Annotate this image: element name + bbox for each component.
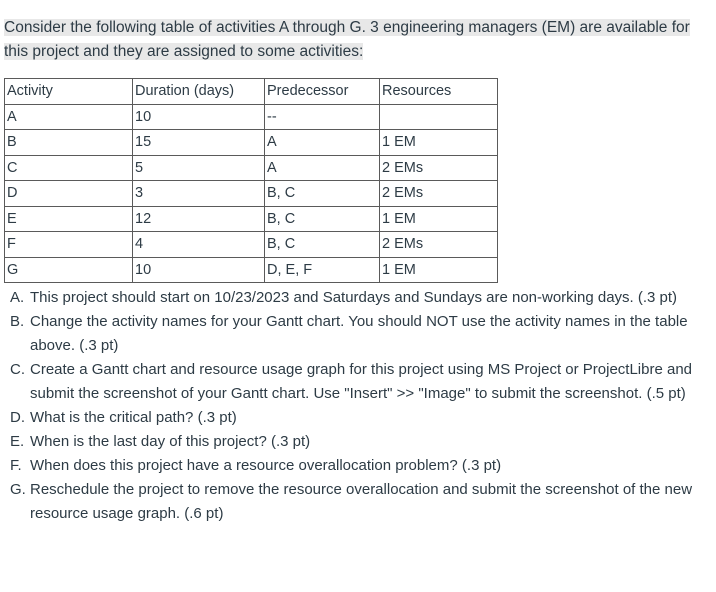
question-label: G.	[10, 481, 26, 498]
table-header-row	[5, 79, 498, 105]
question-item	[10, 286, 710, 310]
question-text: Change the activity names for your Gantt chart. You should NOT use the activity names in the table above. (.3 pt)	[30, 313, 688, 354]
cell-duration: 5	[133, 155, 265, 181]
cell-activity: F	[5, 232, 133, 258]
cell-activity: A	[5, 104, 133, 130]
cell-duration: 10	[133, 257, 265, 283]
cell-activity: D	[5, 181, 133, 207]
cell-predecessor: B, C	[265, 206, 380, 232]
cell-activity: E	[5, 206, 133, 232]
question-item	[10, 430, 710, 454]
cell-resources: 2 EMs	[380, 155, 498, 181]
cell-resources	[380, 104, 498, 130]
cell-duration: 3	[133, 181, 265, 207]
question-label: B.	[10, 313, 25, 330]
header-predecessor: Predecessor	[265, 79, 380, 105]
question-item	[10, 454, 710, 478]
table-row	[5, 257, 498, 283]
question-item	[10, 406, 710, 430]
header-duration: Duration (days)	[133, 79, 265, 105]
cell-predecessor: A	[265, 155, 380, 181]
cell-resources: 1 EM	[380, 130, 498, 156]
header-activity: Activity	[5, 79, 133, 105]
cell-predecessor: D, E, F	[265, 257, 380, 283]
question-text: When is the last day of this project? (.3 pt)	[30, 433, 311, 450]
cell-predecessor: B, C	[265, 232, 380, 258]
question-label: C.	[10, 361, 25, 378]
cell-resources: 1 EM	[380, 206, 498, 232]
cell-predecessor: --	[265, 104, 380, 130]
question-label: E.	[10, 433, 25, 450]
intro-text: Consider the following table of activities A through G. 3 engineering managers (EM) are available for this project and they are assigned to some activities:	[4, 19, 690, 60]
activities-table	[4, 78, 498, 283]
question-text: This project should start on 10/23/2023 and Saturdays and Sundays are non-working days. (.3 pt)	[30, 289, 678, 306]
cell-predecessor: A	[265, 130, 380, 156]
cell-duration: 10	[133, 104, 265, 130]
table-row	[5, 206, 498, 232]
question-text: Reschedule the project to remove the resource overallocation and submit the screenshot of the new resource usage graph. (.6 pt)	[30, 481, 693, 522]
table-row	[5, 181, 498, 207]
question-item	[10, 358, 710, 406]
question-text: Create a Gantt chart and resource usage graph for this project using MS Project or ProjectLibre and submit the screenshot of your Gantt chart. Use "Insert" >> "Image" to submit the screenshot. (.5 pt)	[30, 361, 693, 402]
cell-duration: 4	[133, 232, 265, 258]
intro-paragraph	[4, 16, 710, 64]
question-label: D.	[10, 409, 25, 426]
table-row	[5, 130, 498, 156]
question-text: What is the critical path? (.3 pt)	[30, 409, 237, 426]
cell-resources: 2 EMs	[380, 232, 498, 258]
cell-predecessor: B, C	[265, 181, 380, 207]
question-item	[10, 310, 710, 358]
cell-activity: B	[5, 130, 133, 156]
question-label: A.	[10, 289, 25, 306]
question-label: F.	[10, 457, 22, 474]
cell-activity: G	[5, 257, 133, 283]
table-row	[5, 155, 498, 181]
header-resources: Resources	[380, 79, 498, 105]
question-text: When does this project have a resource overallocation problem? (.3 pt)	[30, 457, 502, 474]
cell-duration: 12	[133, 206, 265, 232]
cell-activity: C	[5, 155, 133, 181]
cell-resources: 1 EM	[380, 257, 498, 283]
question-item	[10, 478, 710, 526]
cell-duration: 15	[133, 130, 265, 156]
table-row	[5, 104, 498, 130]
cell-resources: 2 EMs	[380, 181, 498, 207]
question-list	[10, 286, 710, 526]
table-row	[5, 232, 498, 258]
